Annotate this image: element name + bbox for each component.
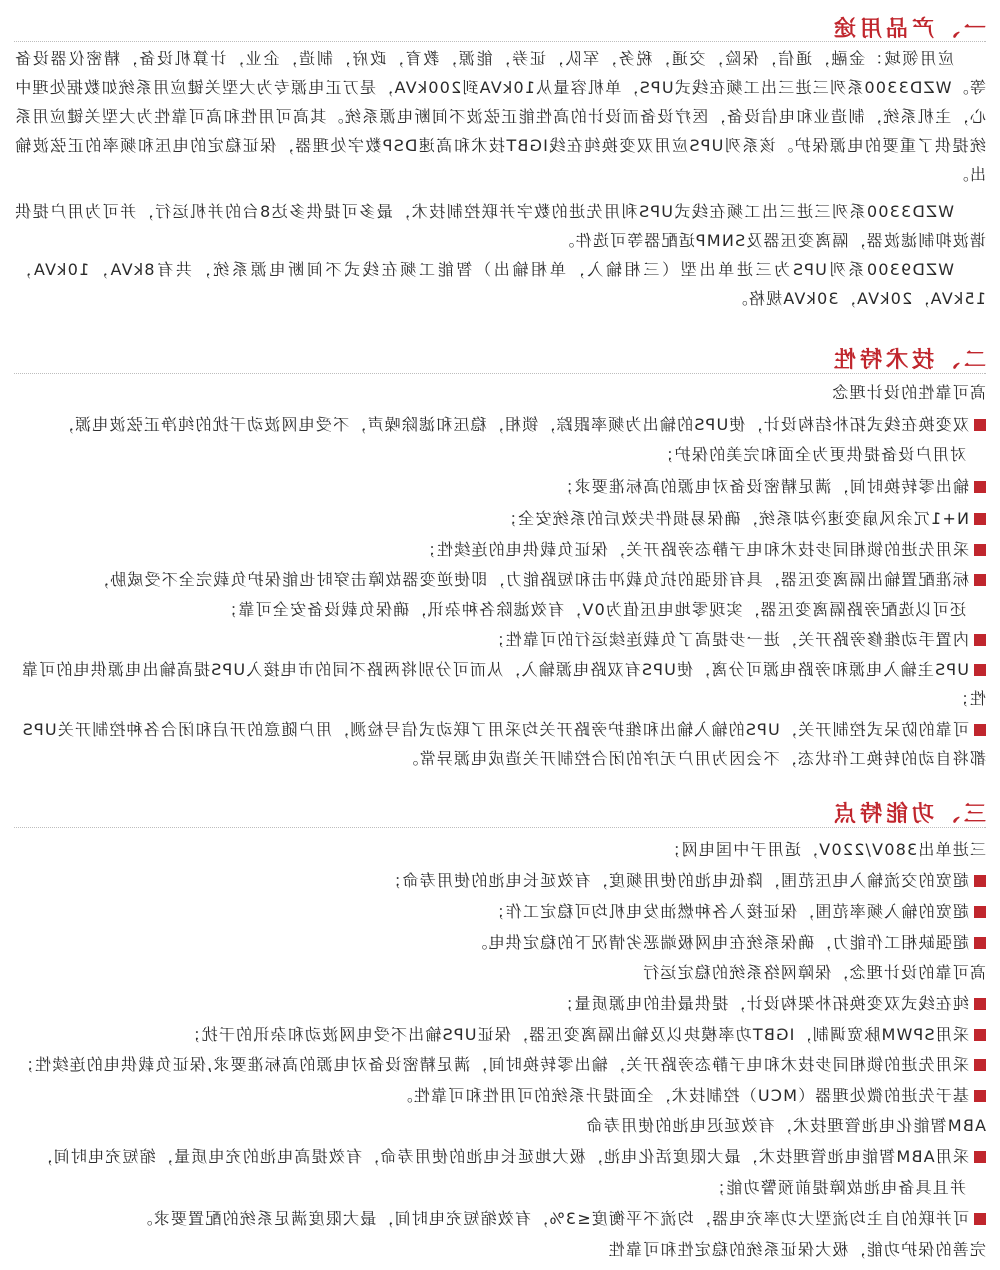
list-item: 超强缺相工作能力，确保系统在电网极端恶劣情况下的稳定供电。 [6, 928, 986, 957]
square-bullet-icon [974, 1151, 986, 1163]
square-bullet-icon [974, 1029, 986, 1041]
square-bullet-icon [974, 419, 986, 431]
list-item: 标准配置输出隔离变压器，具有很强的抗负载冲击和短路能力，即使逆变器故障击穿时也能保护负载完全不受威胁， [6, 565, 986, 594]
section-heading: 三、功能特点 [829, 802, 986, 827]
list-item: 还可以选配旁路隔离变压器，实现零地电压值为0V，有效滤除各种杂讯，确保负载设备安全可靠； [220, 600, 966, 619]
list-item: 内置手动维修旁路开关，进一步提高了负载连续运行的可靠性； [6, 625, 986, 654]
list-item: UPS主输入电源和旁路电源可分离，使UPS有双路电源输入，从而可分别将两路不同的市电接入UPS提高输出电源供电的可靠性； [20, 660, 986, 708]
list-item: 完善的保护功能，极大保证系统的稳定性和可靠性 [607, 1240, 986, 1259]
list-item: 对用户设备提供更为全面和完美的保护； [656, 445, 966, 464]
list-item: 可并联的自主均流型大功率充电器，均流不平衡度≤3%，有效缩短充电时间，最大限度满足系统的配置要求。 [6, 1204, 986, 1233]
list-item: 高可靠的设计理念，保障网络系统的稳定运行 [641, 963, 986, 982]
section-heading: 二、技术特性 [829, 348, 986, 373]
list-item: 高可靠性的设计理念 [831, 383, 986, 402]
square-bullet-icon [974, 1059, 986, 1071]
list-item: 可靠的防呆式控制开关，UPS的输入输出和维护旁路开关均采用了联动式信号检测，用户随意的开启和闭合各种控制开关UPS都将自动的转换工作状态，不会因为用户无序的闭合控制开关造成电源异常。 [21, 720, 986, 768]
list-item: 输出零转换时间，满足精密设备对电源的高标准要求； [6, 472, 986, 501]
list-item: 双变换在线式拓朴结构设计，使UPS的输出为频率跟踪，锁相，稳压和滤除噪声，不受电网波动干扰的纯净正弦波电源， [6, 410, 986, 439]
square-bullet-icon [974, 544, 986, 556]
square-bullet-icon [974, 1090, 986, 1102]
square-bullet-icon [974, 634, 986, 646]
square-bullet-icon [974, 1213, 986, 1225]
square-bullet-icon [974, 574, 986, 586]
list-item: 超宽的交流输入电压范围，降低电池的使用频度，有效延长电池的使用寿命； [6, 866, 986, 895]
section-heading: 一、产品用途 [829, 17, 986, 42]
list-item: 采用先进的锁相同步技术和电子静态旁路开关，输出零转换时间，满足精密设备对电源的高标准要求,保证负载供电的连续性； [6, 1050, 986, 1079]
list-item: N+1冗余风扇变速冷却系统，确保易损件失效后的系统安全； [6, 504, 986, 533]
list-item: 并且具备电池故障提前预警功能； [707, 1178, 966, 1197]
list-item: 采用ABM智能电池管理技术，最大限度活化电池，极大地延长电池的使用寿命，有效提高电池的充电质量，缩短充电时间， [6, 1142, 986, 1171]
square-bullet-icon [974, 875, 986, 887]
list-item: 纯在线式双变换拓朴架构设计，提供最佳的电源质量； [6, 989, 986, 1018]
square-bullet-icon [974, 937, 986, 949]
square-bullet-icon [974, 724, 986, 736]
paragraph: WZD9300系列UPS为三进单出型（三相输入，单相输出）智能工频在线式不间断电源系统，共有8kVA，10kVA，15kVA，20kVA，30kVA规格。 [14, 260, 986, 308]
list-item: 基于先进的微处理器（MCU）控制技术，全面提升系统的可用性和可靠性。 [6, 1081, 986, 1110]
heading-divider [14, 827, 986, 828]
paragraph: 应用领域：金融，通信，保险，交通，税务，军队，证券，能源，教育，政府，制造，企业，计算机设备，精密仪器设备等。WZD3300系列三进三出工频在线式UPS，单机容量从10kVA到200kVA，是万正电源专为大型关键应用系统如数据处理中心，主机系统，制造业和电信设备，医疗设备而设计的高性能正弦波不间断电源系统。其高可用性和高可靠性为大型关键应用系统提供了重要的电源保护。该系列UPS应用双变换纯在线IGBT技术和高速DSP数字处理器，保证稳定的电压和频率的正弦波输出。 [14, 49, 986, 184]
heading-divider [14, 41, 986, 42]
paragraph: WZD3300系列三进三出工频在线式UPS利用先进的数字并联控制技术，最多可提供多达8台的并机运行，并可为用户提供谐波抑制滤波器，隔离变压器及SNMP适配器等可选件。 [14, 202, 986, 250]
list-item: ABM智能化电池管理技术，有效延迟电池的使用寿命 [585, 1116, 986, 1135]
list-item: 采用先进的锁相同步技术和电子静态旁路开关，保证负载供电的连续性； [6, 535, 986, 564]
heading-divider [14, 373, 986, 374]
square-bullet-icon [974, 513, 986, 525]
square-bullet-icon [974, 481, 986, 493]
square-bullet-icon [974, 906, 986, 918]
square-bullet-icon [974, 998, 986, 1010]
list-item: 采用SPWM脉宽调制，IGBT功率模块以及输出隔离变压器，保证UPS输出不受电网波动和杂讯的干扰； [6, 1020, 986, 1049]
square-bullet-icon [974, 664, 986, 676]
list-item: 三进单出380V/220V，适用于中国电网； [663, 840, 986, 859]
list-item: 超宽的输入频率范围，保证接入各种燃油发电机均可稳定工作； [6, 897, 986, 926]
